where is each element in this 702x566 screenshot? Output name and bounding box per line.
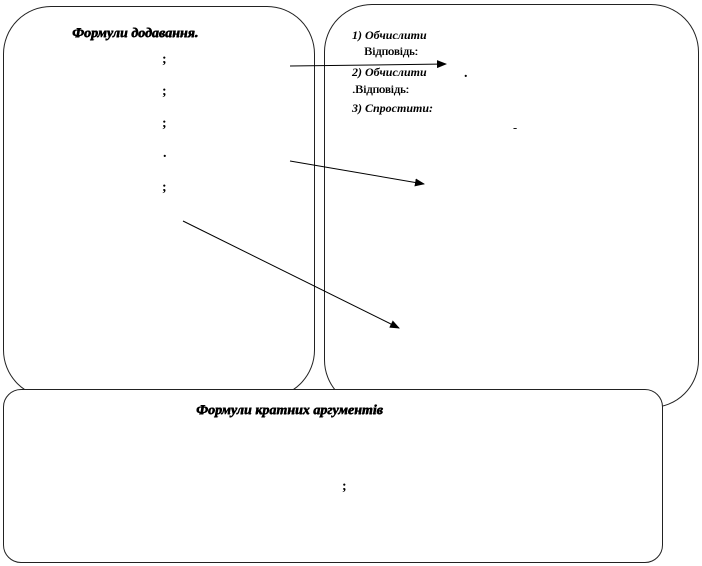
task-3-label: 3) Спростити:: [352, 101, 434, 115]
arrow-to-task-3: [183, 221, 399, 328]
formula-line-5: ;: [162, 180, 167, 195]
answer-1-label: Відповідь:: [364, 44, 418, 58]
task-1-label: 1) Обчислити: [352, 28, 427, 42]
formula-line-2: ;: [162, 84, 167, 99]
task-2-period: .: [464, 66, 468, 81]
multiple-angle-formulas-title: Формули кратних аргументів: [196, 403, 383, 418]
dash-mark: -: [513, 122, 517, 134]
addition-formulas-title: Формули додавання.: [72, 26, 199, 41]
task-2-label: 2) Обчислити: [352, 65, 427, 79]
multiple-angle-formula-line: ;: [342, 479, 347, 494]
formula-line-3: ;: [162, 116, 167, 131]
arrow-to-task-2: [290, 161, 424, 184]
formula-line-1: ;: [162, 52, 167, 67]
arrow-to-task-1: [290, 64, 446, 66]
answer-2-label: .Відповідь:: [352, 82, 409, 96]
formula-line-4: .: [163, 146, 167, 161]
